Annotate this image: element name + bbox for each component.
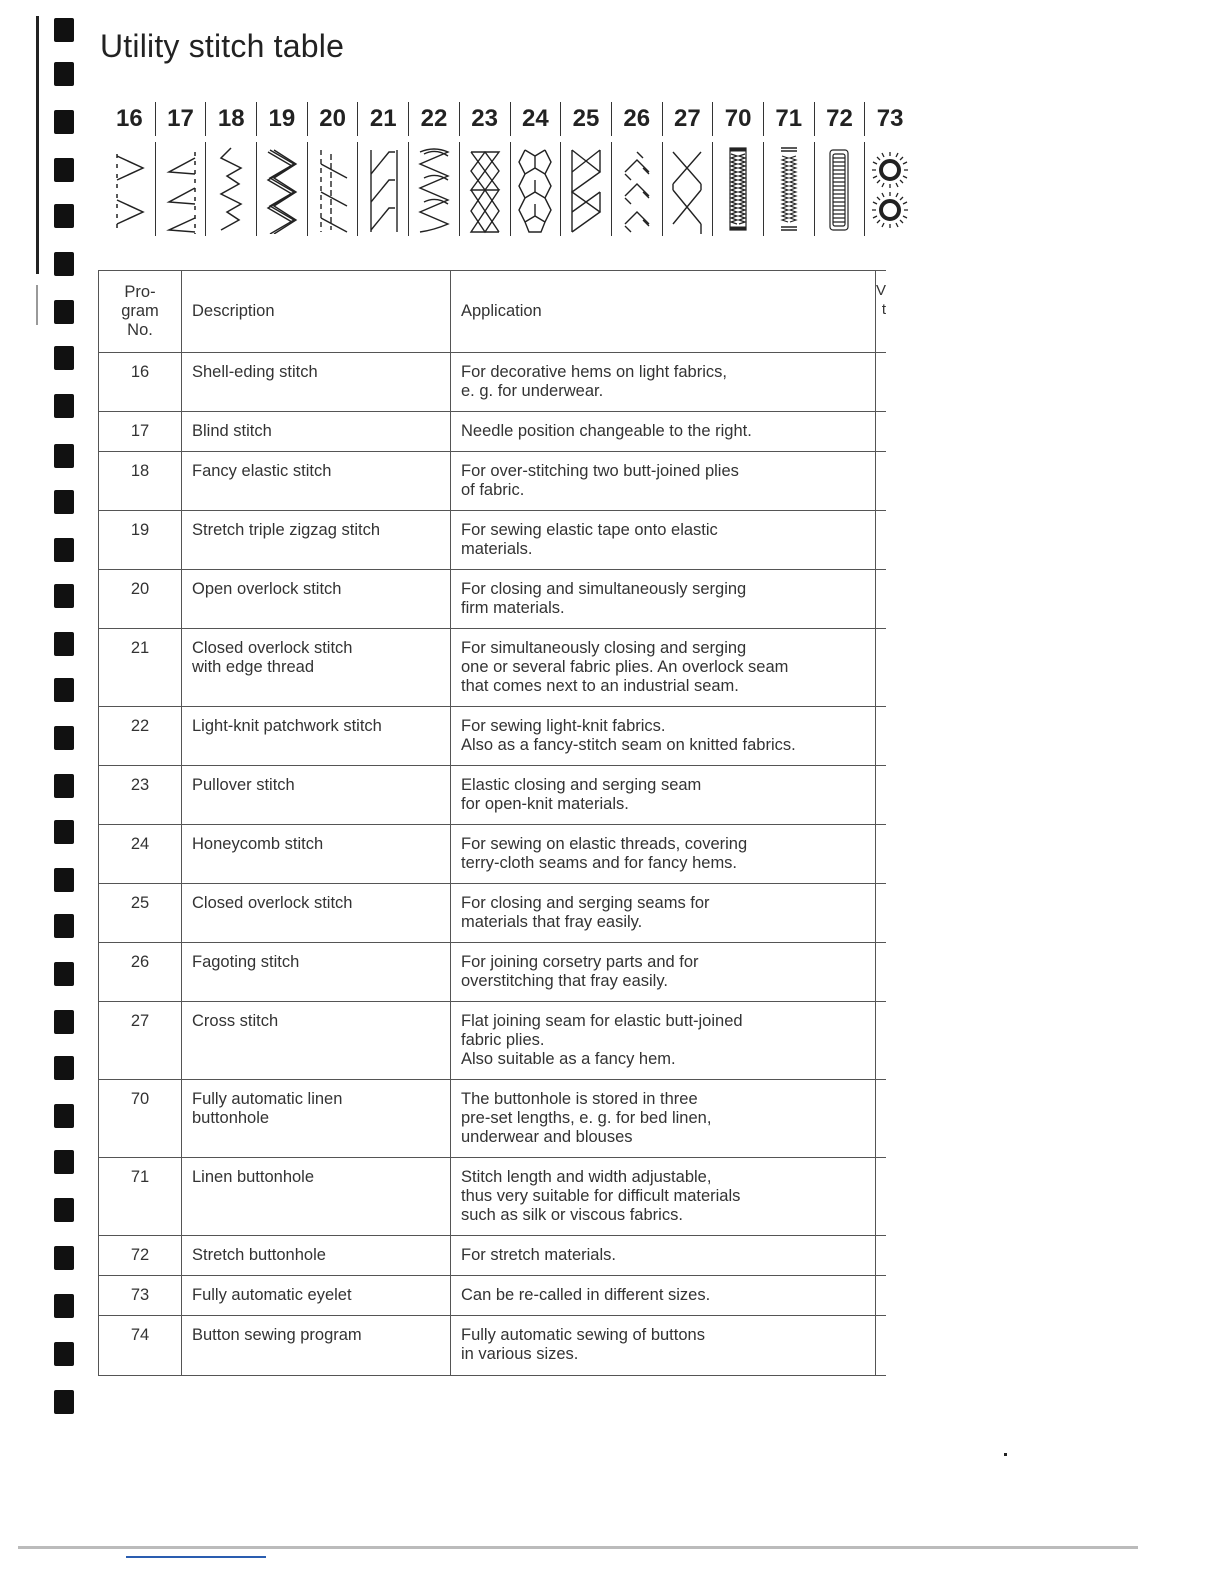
stretch-buttonhole-icon xyxy=(814,142,865,236)
stitch-number: 24 xyxy=(510,102,561,136)
table-row xyxy=(99,1080,887,1158)
application-line: in various sizes. xyxy=(461,1345,579,1363)
stitch-number-row xyxy=(104,102,915,136)
stitch-number: 19 xyxy=(256,102,307,136)
stitch-application xyxy=(451,1002,876,1080)
table-row xyxy=(99,943,887,1002)
binder-margin xyxy=(0,0,90,1584)
fagoting-stitch-icon xyxy=(611,142,662,236)
stitch-description: Stretch buttonhole xyxy=(182,1236,451,1276)
bottom-accent-line xyxy=(126,1556,266,1558)
stitch-description: Blind stitch xyxy=(182,412,451,452)
cutoff-cell xyxy=(876,707,887,766)
column-header-program-no: Pro- gram No. xyxy=(99,271,182,353)
program-number: 26 xyxy=(99,943,182,1002)
shell-edging-stitch-icon xyxy=(104,142,155,236)
table-row xyxy=(99,707,887,766)
stitch-description: Cross stitch xyxy=(182,1002,451,1080)
binder-tab xyxy=(54,110,74,134)
stitch-application xyxy=(451,766,876,825)
stitch-description: Closed overlock stitch with edge thread xyxy=(182,629,451,707)
program-number: 23 xyxy=(99,766,182,825)
stitch-application xyxy=(451,412,876,452)
binder-tab xyxy=(54,678,74,702)
cutoff-cell xyxy=(876,943,887,1002)
cutoff-cell xyxy=(876,511,887,570)
program-number: 22 xyxy=(99,707,182,766)
table-row xyxy=(99,1002,887,1080)
binder-tab xyxy=(54,632,74,656)
table-row xyxy=(99,825,887,884)
stitch-icon-row xyxy=(104,142,915,236)
stitch-description: Stretch triple zigzag stitch xyxy=(182,511,451,570)
binder-tab xyxy=(54,1342,74,1366)
table-row xyxy=(99,1276,887,1316)
application-line: For over-stitching two butt-joined plies xyxy=(461,462,739,480)
stitch-application xyxy=(451,353,876,412)
stitch-application xyxy=(451,1316,876,1376)
eyelet-icon xyxy=(864,142,915,236)
table-row xyxy=(99,353,887,412)
cutoff-cell xyxy=(876,1316,887,1376)
column-header-application: Application xyxy=(451,271,876,353)
application-line: Flat joining seam for elastic butt-joined xyxy=(461,1012,743,1030)
stitch-description: Button sewing program xyxy=(182,1316,451,1376)
program-number: 17 xyxy=(99,412,182,452)
stitch-description: Closed overlock stitch xyxy=(182,884,451,943)
table-row xyxy=(99,412,887,452)
binder-tab xyxy=(54,1150,74,1174)
stitch-number: 27 xyxy=(662,102,713,136)
stitch-application xyxy=(451,1158,876,1236)
application-line: Stitch length and width adjustable, xyxy=(461,1168,712,1186)
stitch-application xyxy=(451,825,876,884)
application-line: Needle position changeable to the right. xyxy=(461,422,752,440)
binder-tab xyxy=(54,394,74,418)
application-line: firm materials. xyxy=(461,599,565,617)
closed-overlock-stitch-icon xyxy=(560,142,611,236)
binder-tab xyxy=(54,914,74,938)
stitch-description: Open overlock stitch xyxy=(182,570,451,629)
stitch-description: Pullover stitch xyxy=(182,766,451,825)
table-row xyxy=(99,570,887,629)
table-row xyxy=(99,1236,887,1276)
cutoff-cell xyxy=(876,1002,887,1080)
triple-zigzag-stitch-icon xyxy=(256,142,307,236)
binder-tab xyxy=(54,584,74,608)
binder-tab xyxy=(54,538,74,562)
stitch-number: 22 xyxy=(408,102,459,136)
stitch-description: Honeycomb stitch xyxy=(182,825,451,884)
application-line: For stretch materials. xyxy=(461,1246,616,1264)
binder-tab xyxy=(54,62,74,86)
binder-tab xyxy=(54,820,74,844)
cutoff-cell xyxy=(876,570,887,629)
binder-tab xyxy=(54,868,74,892)
application-line: For simultaneously closing and serging xyxy=(461,639,747,657)
honeycomb-stitch-icon xyxy=(510,142,561,236)
application-line: materials. xyxy=(461,540,533,558)
stitch-application xyxy=(451,1080,876,1158)
stitch-number: 25 xyxy=(560,102,611,136)
cross-stitch-icon xyxy=(662,142,713,236)
application-line: that comes next to an industrial seam. xyxy=(461,677,739,695)
program-number: 74 xyxy=(99,1316,182,1376)
program-number: 24 xyxy=(99,825,182,884)
application-line: For sewing light-knit fabrics. xyxy=(461,717,666,735)
cutoff-cell xyxy=(876,884,887,943)
stitch-number: 18 xyxy=(205,102,256,136)
linen-buttonhole-icon xyxy=(712,142,763,236)
binder-line xyxy=(36,285,38,325)
page-title: Utility stitch table xyxy=(100,28,345,64)
cutoff-cell xyxy=(876,766,887,825)
column-header-cutoff: V t xyxy=(876,271,887,353)
stitch-number: 23 xyxy=(459,102,510,136)
cutoff-cell xyxy=(876,629,887,707)
stitch-number: 26 xyxy=(611,102,662,136)
application-line: Also suitable as a fancy hem. xyxy=(461,1050,676,1068)
program-number: 20 xyxy=(99,570,182,629)
fancy-elastic-stitch-icon xyxy=(205,142,256,236)
table-row xyxy=(99,452,887,511)
application-line: Also as a fancy-stitch seam on knitted fabrics. xyxy=(461,736,796,754)
binder-tab xyxy=(54,252,74,276)
bottom-rule xyxy=(18,1546,1138,1549)
stitch-application xyxy=(451,511,876,570)
application-line: pre-set lengths, e. g. for bed linen, xyxy=(461,1109,712,1127)
application-line: thus very suitable for difficult materials xyxy=(461,1187,741,1205)
application-line: The buttonhole is stored in three xyxy=(461,1090,698,1108)
binder-tab xyxy=(54,1104,74,1128)
application-line: such as silk or viscous fabrics. xyxy=(461,1206,683,1224)
blind-stitch-icon xyxy=(155,142,206,236)
application-line: e. g. for underwear. xyxy=(461,382,604,400)
stitch-number: 73 xyxy=(864,102,915,136)
open-overlock-stitch-icon xyxy=(307,142,358,236)
application-line: terry-cloth seams and for fancy hems. xyxy=(461,854,738,872)
application-line: Fully automatic sewing of buttons xyxy=(461,1326,705,1344)
stitch-number: 72 xyxy=(814,102,865,136)
binder-tab xyxy=(54,1198,74,1222)
stitch-description: Shell-eding stitch xyxy=(182,353,451,412)
binder-tab xyxy=(54,444,74,468)
stitch-application xyxy=(451,943,876,1002)
table-row xyxy=(99,884,887,943)
stitch-application xyxy=(451,1276,876,1316)
application-line: For decorative hems on light fabrics, xyxy=(461,363,727,381)
cutoff-cell xyxy=(876,1158,887,1236)
application-line: Elastic closing and serging seam xyxy=(461,776,702,794)
binder-tab xyxy=(54,158,74,182)
table-row xyxy=(99,766,887,825)
binder-tab xyxy=(54,1246,74,1270)
program-number: 25 xyxy=(99,884,182,943)
stitch-description: Fagoting stitch xyxy=(182,943,451,1002)
stitch-application xyxy=(451,452,876,511)
stitch-description: Light-knit patchwork stitch xyxy=(182,707,451,766)
cutoff-cell xyxy=(876,1080,887,1158)
application-line: For sewing elastic tape onto elastic xyxy=(461,521,718,539)
stitch-application xyxy=(451,629,876,707)
program-number: 16 xyxy=(99,353,182,412)
table-row xyxy=(99,1316,887,1376)
program-number: 72 xyxy=(99,1236,182,1276)
application-line: fabric plies. xyxy=(461,1031,545,1049)
light-knit-patchwork-stitch-icon xyxy=(408,142,459,236)
binder-tab xyxy=(54,346,74,370)
utility-stitch-table xyxy=(98,270,886,1376)
stitch-description: Fancy elastic stitch xyxy=(182,452,451,511)
cutoff-cell xyxy=(876,452,887,511)
cutoff-cell xyxy=(876,1236,887,1276)
program-number: 73 xyxy=(99,1276,182,1316)
application-line: Can be re-called in different sizes. xyxy=(461,1286,711,1304)
application-line: For joining corsetry parts and for xyxy=(461,953,699,971)
application-line: overstitching that fray easily. xyxy=(461,972,668,990)
stitch-description: Fully automatic linen buttonhole xyxy=(182,1080,451,1158)
program-number: 70 xyxy=(99,1080,182,1158)
table-row xyxy=(99,511,887,570)
binder-tab xyxy=(54,774,74,798)
linen-buttonhole-icon xyxy=(763,142,814,236)
binder-tab xyxy=(54,1390,74,1414)
stitch-number: 71 xyxy=(763,102,814,136)
stitch-number: 21 xyxy=(357,102,408,136)
table-row xyxy=(99,1158,887,1236)
program-number: 21 xyxy=(99,629,182,707)
stitch-application xyxy=(451,884,876,943)
application-line: materials that fray easily. xyxy=(461,913,643,931)
program-number: 19 xyxy=(99,511,182,570)
binder-tab xyxy=(54,1010,74,1034)
stitch-number: 16 xyxy=(115,105,143,132)
stitch-application xyxy=(451,570,876,629)
cutoff-cell xyxy=(876,412,887,452)
application-line: For closing and serging seams for xyxy=(461,894,710,912)
stitch-number: 17 xyxy=(155,102,206,136)
application-line: underwear and blouses xyxy=(461,1128,633,1146)
stitch-description: Fully automatic eyelet xyxy=(182,1276,451,1316)
binder-tab xyxy=(54,726,74,750)
cutoff-cell xyxy=(876,1276,887,1316)
stitch-application xyxy=(451,707,876,766)
program-number: 27 xyxy=(99,1002,182,1080)
application-line: for open-knit materials. xyxy=(461,795,629,813)
binder-line xyxy=(36,16,39,274)
cutoff-cell xyxy=(876,353,887,412)
column-header-description: Description xyxy=(182,271,451,353)
program-number: 71 xyxy=(99,1158,182,1236)
table-row xyxy=(99,629,887,707)
table-header-row xyxy=(99,271,887,353)
binder-tab xyxy=(54,1294,74,1318)
closed-overlock-edge-thread-icon xyxy=(357,142,408,236)
stitch-description: Linen buttonhole xyxy=(182,1158,451,1236)
binder-tab xyxy=(54,300,74,324)
binder-tab xyxy=(54,18,74,42)
binder-tab xyxy=(54,962,74,986)
stitch-number: 70 xyxy=(712,102,763,136)
pullover-stitch-icon xyxy=(459,142,510,236)
application-line: one or several fabric plies. An overlock seam xyxy=(461,658,789,676)
binder-tab xyxy=(54,1056,74,1080)
application-line: For sewing on elastic threads, covering xyxy=(461,835,748,853)
application-line: For closing and simultaneously serging xyxy=(461,580,747,598)
program-number: 18 xyxy=(99,452,182,511)
binder-tab xyxy=(54,490,74,514)
binder-tab xyxy=(54,204,74,228)
cutoff-cell xyxy=(876,825,887,884)
stray-mark xyxy=(1004,1453,1007,1456)
application-line: of fabric. xyxy=(461,481,525,499)
stitch-number: 20 xyxy=(307,102,358,136)
stitch-application xyxy=(451,1236,876,1276)
